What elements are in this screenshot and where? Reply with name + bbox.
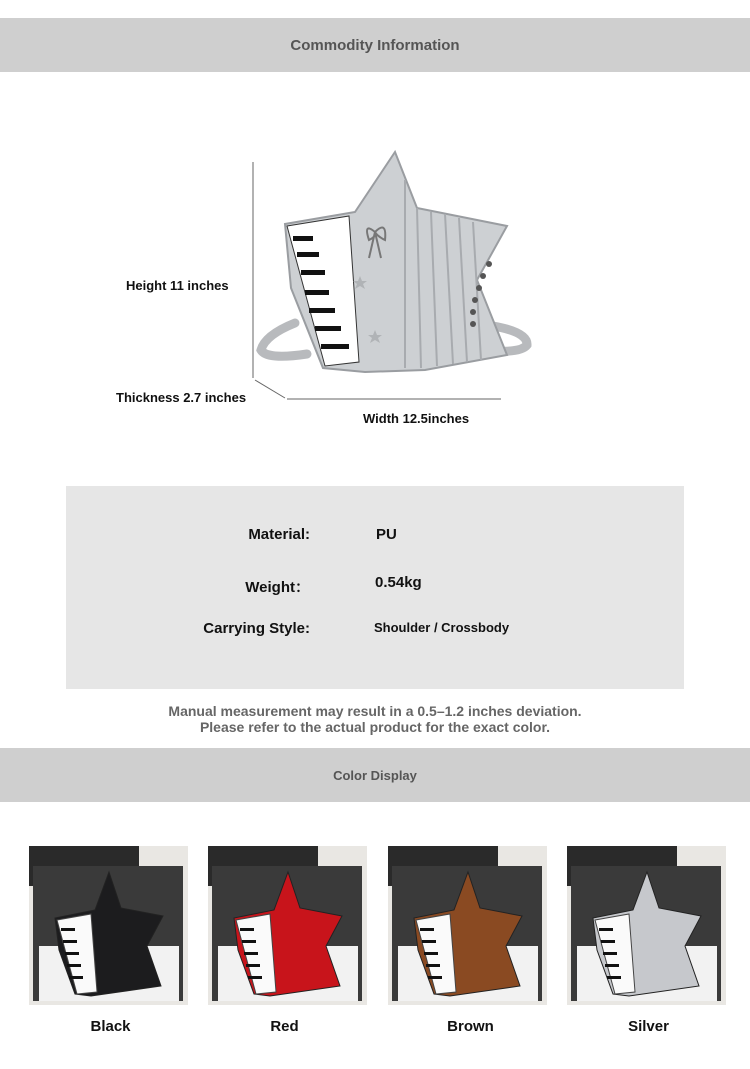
color-display-title: Color Display bbox=[333, 767, 417, 783]
swatch-black-key bbox=[601, 940, 615, 943]
swatch-red-image[interactable] bbox=[208, 846, 367, 1005]
swatch-black-key bbox=[424, 952, 438, 955]
swatch-black-key bbox=[240, 928, 254, 931]
swatch-black-key bbox=[242, 940, 256, 943]
swatch-brown-label: Brown bbox=[447, 1018, 494, 1035]
product-image bbox=[245, 140, 545, 420]
swatch-black-key bbox=[426, 964, 440, 967]
swatch-black-key bbox=[65, 952, 79, 955]
weight-value: 0.54kg bbox=[375, 574, 422, 591]
swatch-red-label: Red bbox=[270, 1018, 299, 1035]
swatch-black-key bbox=[605, 964, 619, 967]
swatch-silver-image[interactable] bbox=[567, 846, 726, 1005]
carrying-style-value: Shoulder / Crossbody bbox=[374, 620, 510, 635]
swatch-black-image[interactable] bbox=[29, 846, 188, 1005]
swatch-black-label: Black bbox=[90, 1018, 131, 1035]
swatch-black-key bbox=[61, 928, 75, 931]
spec-panel bbox=[66, 486, 684, 689]
commodity-info-banner bbox=[0, 18, 750, 72]
swatch-black-key bbox=[67, 964, 81, 967]
swatch-silver-label: Silver bbox=[628, 1018, 669, 1035]
swatch-black-key bbox=[69, 976, 83, 979]
thickness-label: Thickness 2.7 inches bbox=[116, 390, 247, 405]
height-label: Height 11 inches bbox=[126, 278, 229, 293]
swatch-black-key bbox=[246, 964, 260, 967]
commodity-info-title: Commodity Information bbox=[290, 36, 460, 54]
swatch-black-key bbox=[428, 976, 442, 979]
measurement-note: Manual measurement may result in a 0.5–1.2 inches deviation. bbox=[168, 703, 582, 719]
material-label: Material: bbox=[248, 526, 310, 543]
thickness-dimension-line bbox=[255, 380, 285, 398]
material-value: PU bbox=[376, 526, 397, 543]
weight-label: Weight： bbox=[245, 579, 310, 596]
swatch-black-key bbox=[420, 928, 434, 931]
swatch-black-key bbox=[603, 952, 617, 955]
color-display-banner bbox=[0, 748, 750, 802]
swatch-black-key bbox=[599, 928, 613, 931]
swatch-black-key bbox=[244, 952, 258, 955]
swatch-brown-image[interactable] bbox=[388, 846, 547, 1005]
swatch-black-key bbox=[607, 976, 621, 979]
color-note: Please refer to the actual product for the exact color. bbox=[199, 719, 551, 735]
swatch-black-key bbox=[63, 940, 77, 943]
width-label: Width 12.5inches bbox=[363, 411, 470, 426]
swatch-black-key bbox=[248, 976, 262, 979]
swatch-black-key bbox=[422, 940, 436, 943]
carrying-style-label: Carrying Style: bbox=[203, 620, 310, 637]
